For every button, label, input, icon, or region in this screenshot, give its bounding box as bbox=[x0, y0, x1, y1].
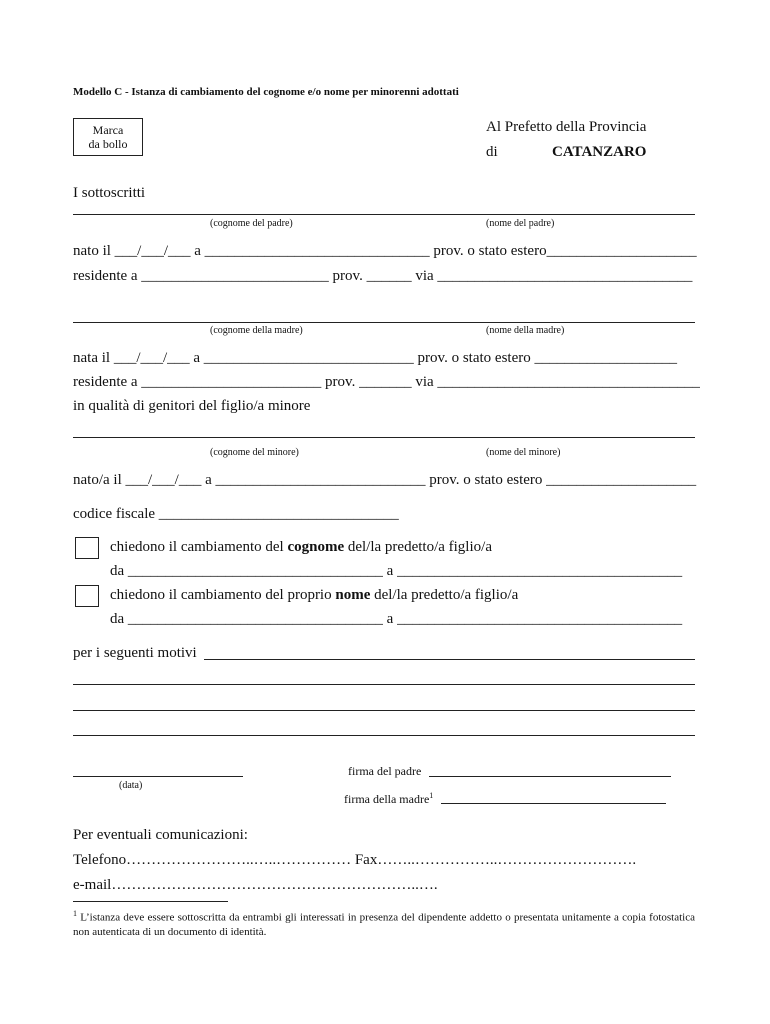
minor-surname-hint: (cognome del minore) bbox=[210, 447, 299, 458]
recipient-city: CATANZARO bbox=[552, 144, 647, 160]
form-title: Modello C - Istanza di cambiamento del cognome e/o nome per minorenni adottati bbox=[73, 86, 459, 98]
option-cognome-bold: cognome bbox=[287, 539, 345, 555]
firma-padre-line[interactable] bbox=[429, 776, 671, 777]
father-birth-line[interactable]: nato il ___/___/___ a ______________________________ prov. o stato estero____________________ bbox=[73, 243, 697, 259]
motivi-line-2[interactable] bbox=[73, 684, 695, 685]
motivi-line-3[interactable] bbox=[73, 710, 695, 711]
option-nome-label bbox=[110, 587, 518, 604]
bollo-line2: da bollo bbox=[88, 137, 128, 151]
bollo-line1: Marca bbox=[92, 123, 124, 137]
footnote-number: 1 bbox=[73, 909, 77, 918]
father-name-line[interactable] bbox=[73, 214, 695, 215]
nome-checkbox[interactable] bbox=[75, 585, 99, 607]
mother-birth-line[interactable]: nata il ___/___/___ a ____________________________ prov. o stato estero ___________________ bbox=[73, 350, 677, 366]
firma-madre-line[interactable] bbox=[441, 803, 666, 804]
footnote bbox=[73, 907, 695, 939]
minor-name-line[interactable] bbox=[73, 437, 695, 438]
recipient-line: Al Prefetto della Provincia bbox=[486, 119, 647, 135]
cognome-da-a-line[interactable]: da __________________________________ a ______________________________________ bbox=[110, 563, 683, 579]
firma-padre-label: firma del padre bbox=[348, 764, 422, 778]
minor-birth-line[interactable]: nato/a il ___/___/___ a ____________________________ prov. o stato estero ____________________ bbox=[73, 472, 697, 488]
father-surname-hint: (cognome del padre) bbox=[210, 218, 293, 229]
date-line[interactable] bbox=[73, 776, 243, 777]
motivi-label: per i seguenti motivi bbox=[73, 645, 197, 661]
email-line[interactable]: e-mail……………………………………………………..…. bbox=[73, 877, 438, 893]
option-nome-post: del/la predetto/a figlio/a bbox=[370, 587, 519, 603]
option-cognome-post: del/la predetto/a figlio/a bbox=[344, 539, 492, 555]
motivi-line-1[interactable] bbox=[204, 659, 695, 660]
cognome-checkbox[interactable] bbox=[75, 537, 99, 559]
comunicazioni-label: Per eventuali comunicazioni: bbox=[73, 827, 248, 843]
option-nome-pre: chiedono il cambiamento del proprio bbox=[110, 587, 336, 603]
option-cognome-pre: chiedono il cambiamento del bbox=[110, 539, 288, 555]
mother-residence-line[interactable]: residente a ________________________ prov. _______ via ___________________________________ bbox=[73, 374, 700, 390]
option-nome-bold: nome bbox=[335, 587, 371, 603]
nome-da-a-line[interactable]: da __________________________________ a ______________________________________ bbox=[110, 611, 683, 627]
qualita-label: in qualità di genitori del figlio/a minore bbox=[73, 398, 311, 414]
sottoscritti-label: I sottoscritti bbox=[73, 185, 146, 201]
date-label: (data) bbox=[119, 780, 143, 791]
codice-fiscale-line[interactable]: codice fiscale ________________________________ bbox=[73, 506, 399, 522]
mother-name-hint: (nome della madre) bbox=[486, 325, 565, 336]
option-cognome-label bbox=[110, 539, 492, 556]
father-name-hint: (nome del padre) bbox=[486, 218, 555, 229]
footnote-separator bbox=[73, 901, 228, 902]
marca-da-bollo-box bbox=[73, 118, 143, 156]
mother-name-line[interactable] bbox=[73, 322, 695, 323]
minor-name-hint: (nome del minore) bbox=[486, 447, 561, 458]
footnote-text: L’istanza deve essere sottoscritta da entrambi gli interessati in presenza del dipendente addetto o presentata unitamente a copia fotostatica non autenticata di un documento di identità. bbox=[73, 911, 695, 938]
telefono-fax-line[interactable]: Telefono……………………..…..…………… Fax……..……………..………………………. bbox=[73, 852, 637, 868]
motivi-line-4[interactable] bbox=[73, 735, 695, 736]
footnote-ref: 1 bbox=[429, 791, 434, 800]
firma-madre-text: firma della madre bbox=[344, 792, 430, 806]
father-residence-line[interactable]: residente a _________________________ prov. ______ via __________________________________ bbox=[73, 268, 693, 284]
recipient-di: di bbox=[486, 144, 498, 160]
mother-surname-hint: (cognome della madre) bbox=[210, 325, 303, 336]
firma-madre-label bbox=[344, 791, 433, 807]
